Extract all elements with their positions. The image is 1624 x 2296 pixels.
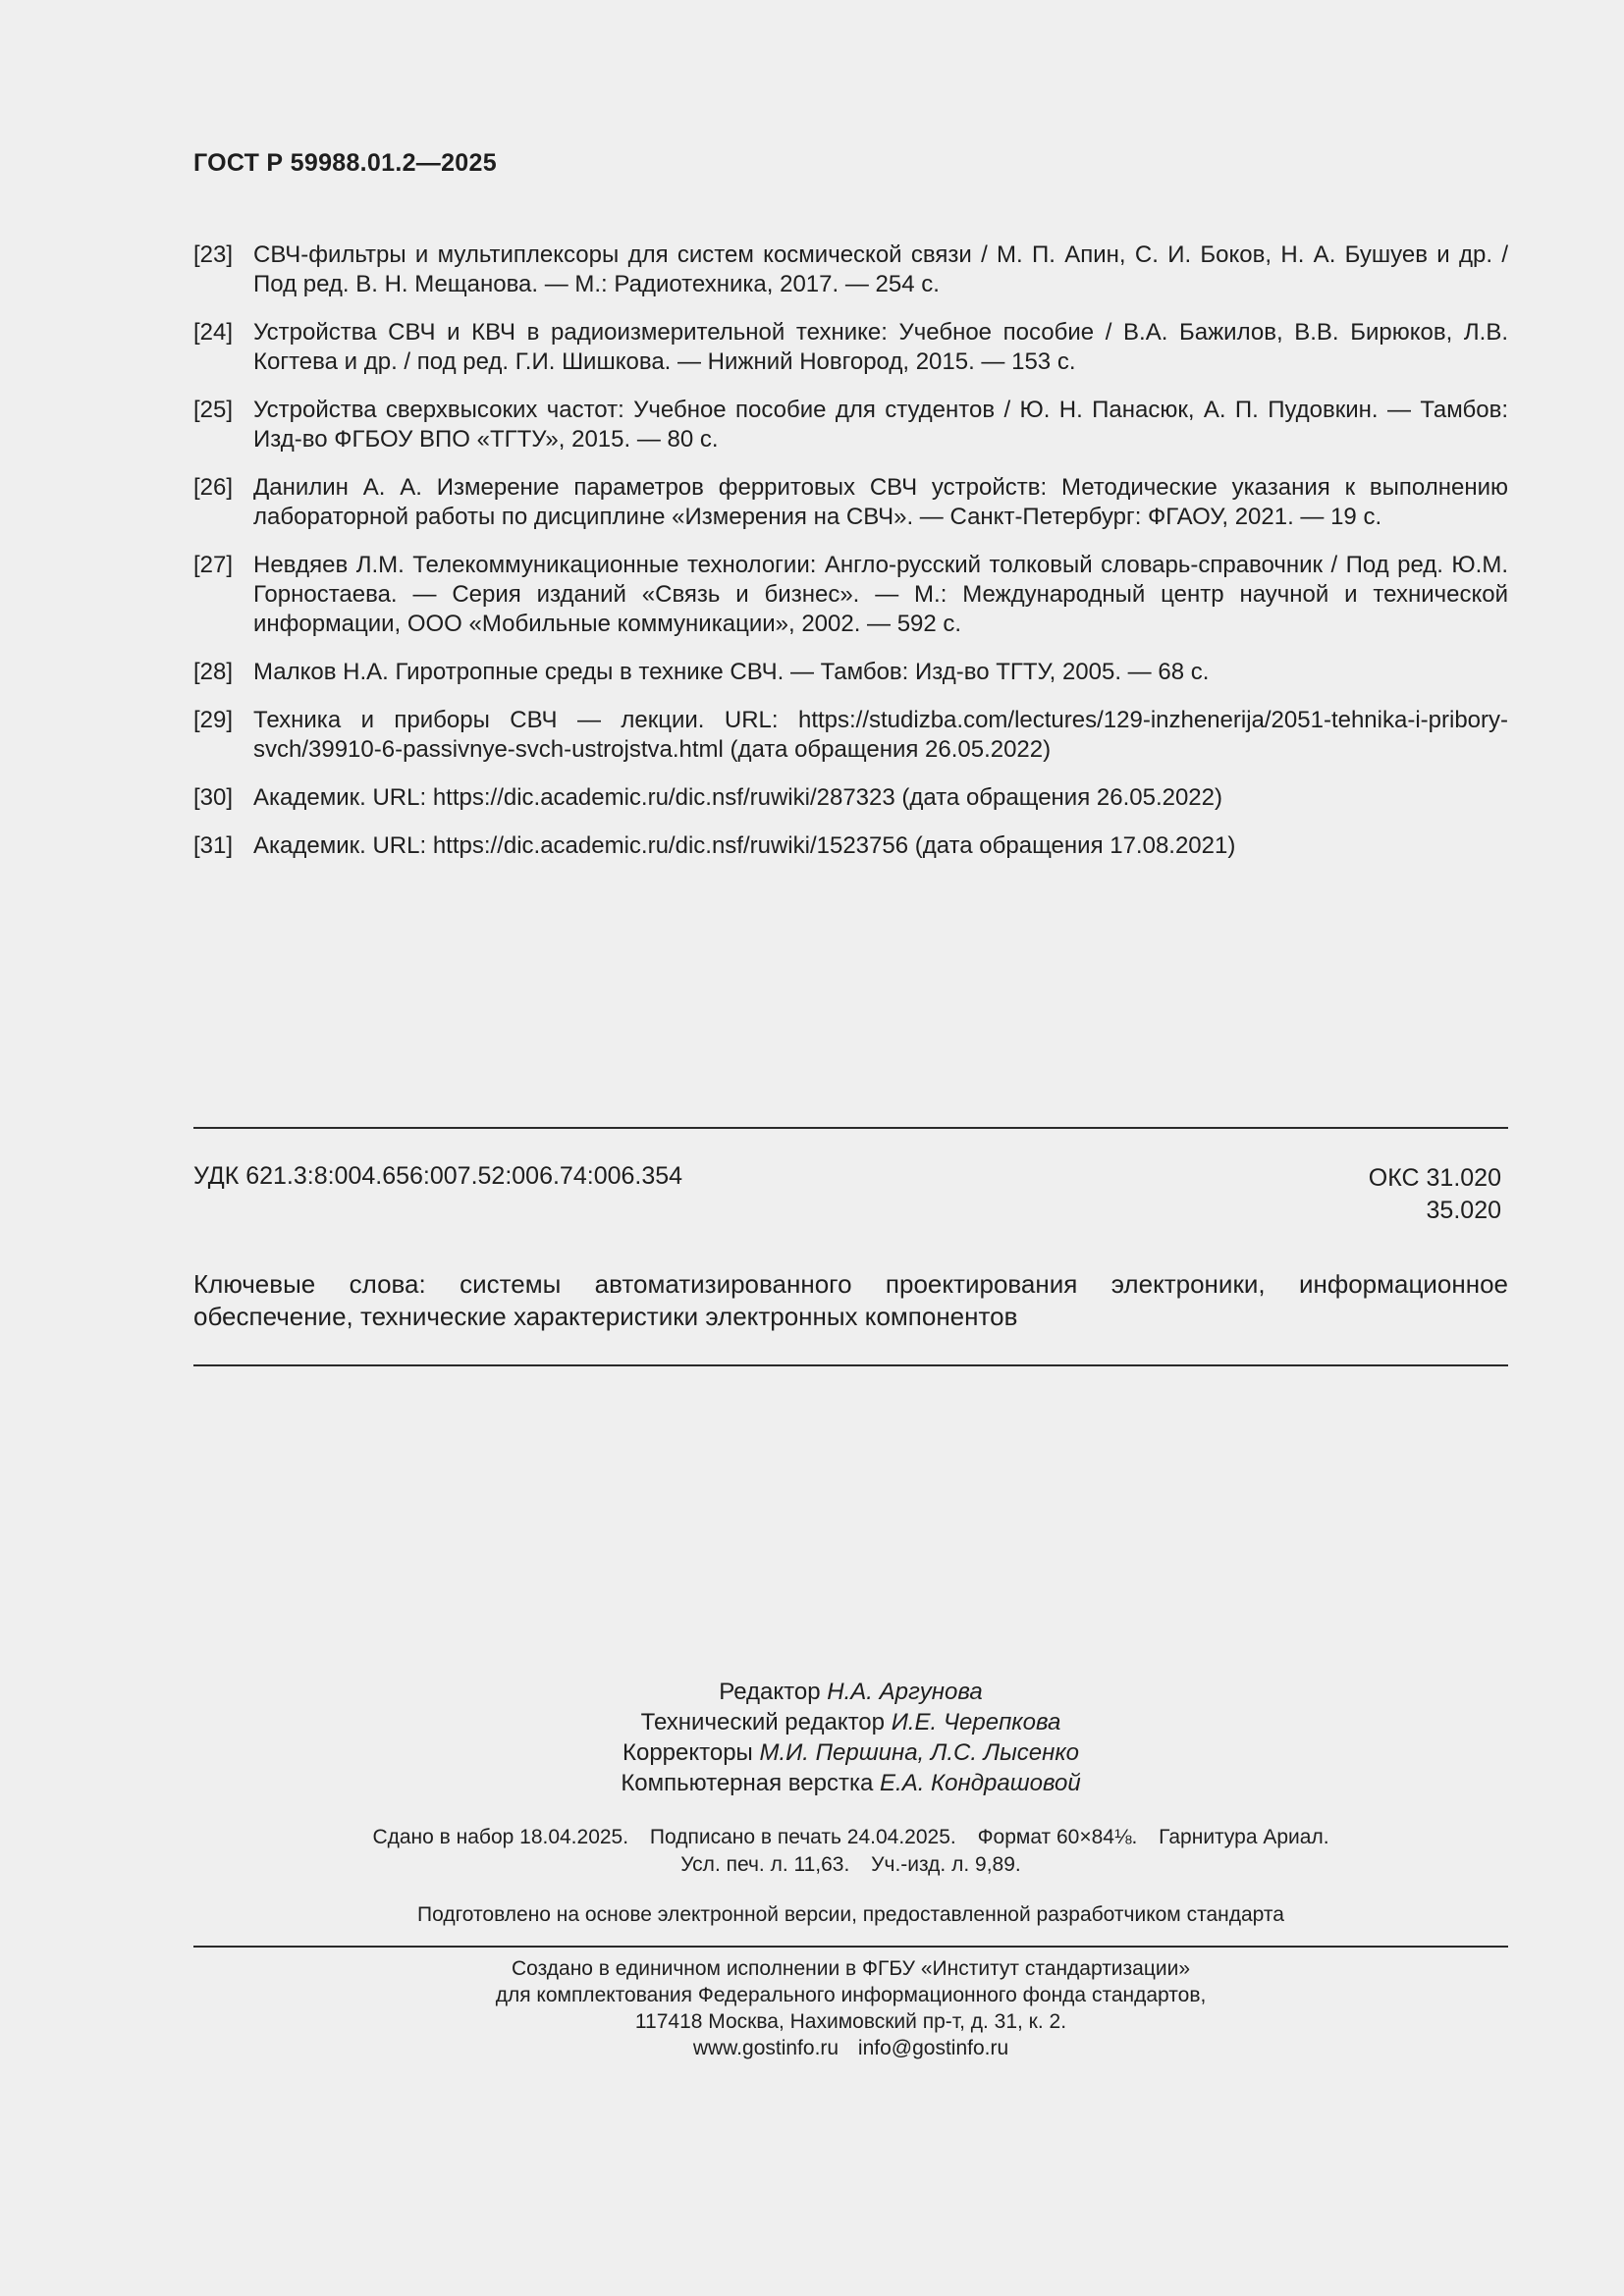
publisher-block (193, 1955, 1508, 2061)
entry-number: [26] (193, 474, 234, 501)
bibliography-entry (193, 396, 1508, 454)
publisher-line: для комплектования Федерального информационного фонда стандартов, (495, 1984, 1207, 2006)
credit-role: Редактор (719, 1679, 821, 1705)
credit-name: М.И. Першина, Л.С. Лысенко (759, 1739, 1080, 1766)
entry-number: [28] (193, 659, 234, 685)
entry-text: Академик. URL: https://dic.academic.ru/dic.nsf/ruwiki/287323 (дата обращения 26.05.2022) (253, 784, 1222, 811)
keywords-text: Ключевые слова: системы автоматизированного проектирования электроники, информационное обеспечение, технические характеристики электронных компонентов (193, 1269, 1508, 1331)
publisher-address: 117418 Москва, Нахимовский пр-т, д. 31, к. 2. (634, 2010, 1067, 2033)
credit-layout (193, 1768, 1508, 1798)
credit-proofreaders (193, 1737, 1508, 1768)
entry-number: [27] (193, 552, 234, 578)
credit-name: И.Е. Черепкова (891, 1709, 1061, 1735)
bibliography-entry (193, 706, 1508, 765)
publ-sheets: Уч.-изд. л. 9,89. (871, 1853, 1021, 1876)
bibliography-entry (193, 551, 1508, 639)
entry-number: [31] (193, 832, 234, 859)
entry-number: [23] (193, 241, 234, 268)
credit-name: Н.А. Аргунова (827, 1679, 983, 1705)
email-link[interactable]: info@gostinfo.ru (857, 2037, 1009, 2059)
credits-block (193, 1677, 1508, 1798)
entry-number: [30] (193, 784, 234, 811)
entry-text: Малков Н.А. Гиротропные среды в технике СВЧ. — Тамбов: Изд-во ТГТУ, 2005. — 68 с. (253, 659, 1210, 685)
bibliography-entry (193, 658, 1508, 687)
typeface: Гарнитура Ариал. (1159, 1826, 1329, 1848)
credit-role: Компьютерная верстка (621, 1770, 874, 1796)
signed-date: Подписано в печать 24.04.2025. (649, 1826, 956, 1848)
oks-codes (1369, 1162, 1501, 1227)
credit-tech-editor (193, 1707, 1508, 1737)
divider-publisher (193, 1946, 1508, 1948)
entry-text: Техника и приборы СВЧ — лекции. URL: https://studizba.com/lectures/129-inzhenerija/2051-tehnika-i-pribory-svch/39910-6-passivnye-svch-ustrojstva.html (дата обращения 26.05.2022) (253, 707, 1508, 763)
bibliography-entry (193, 318, 1508, 377)
paper-format: Формат 60×84⅛. (977, 1826, 1138, 1848)
prepared-note: Подготовлено на основе электронной версии, предоставленной разработчиком стандарта (417, 1903, 1284, 1926)
bibliography-entry (193, 240, 1508, 299)
print-info (193, 1824, 1508, 1879)
bibliography-entry (193, 473, 1508, 532)
divider-keywords (193, 1364, 1508, 1366)
oks-code-secondary: 35.020 (1426, 1197, 1501, 1224)
print-info-line2 (193, 1851, 1508, 1879)
entry-text: Устройства СВЧ и КВЧ в радиоизмерительной технике: Учебное пособие / В.А. Бажилов, В.В. Бирюков, Л.В. Когтева и др. / под ред. Г.И. Шишкова. — Нижний Новгород, 2015. — 153 с. (253, 319, 1508, 375)
credit-role: Технический редактор (640, 1709, 886, 1735)
print-sheets: Усл. печ. л. 11,63. (680, 1853, 850, 1876)
print-info-line1 (193, 1824, 1508, 1851)
publisher-line: Создано в единичном исполнении в ФГБУ «Институт стандартизации» (511, 1957, 1191, 1980)
submitted-date: Сдано в набор 18.04.2025. (372, 1826, 629, 1848)
entry-text: Данилин А. А. Измерение параметров ферритовых СВЧ устройств: Методические указания к выполнению лабораторной работы по дисциплине «Измерения на СВЧ». — Санкт-Петербург: ФГАОУ, 2021. — 19 с. (253, 474, 1508, 530)
bibliography-list (193, 240, 1508, 880)
entry-text: Невдяев Л.М. Телекоммуникационные технологии: Англо-русский толковый словарь-справочник / Под ред. Ю.М. Горностаева. — Серия изданий «Связь и бизнес». — М.: Международный центр научной и технической информации, ООО «Мобильные коммуникации», 2002. — 592 с. (253, 552, 1508, 637)
entry-text: СВЧ-фильтры и мультиплексоры для систем космической связи / М. П. Апин, С. И. Боков, Н. А. Бушуев и др. / Под ред. В. Н. Мещанова. — М.: Радиотехника, 2017. — 254 с. (253, 241, 1508, 297)
bibliography-entry (193, 783, 1508, 813)
website-link[interactable]: www.gostinfo.ru (692, 2037, 839, 2059)
credit-editor (193, 1677, 1508, 1707)
divider-top (193, 1127, 1508, 1129)
entry-number: [29] (193, 707, 234, 733)
entry-number: [25] (193, 397, 234, 423)
standard-number-header: ГОСТ Р 59988.01.2—2025 (193, 149, 497, 177)
publisher-contacts (193, 2035, 1508, 2061)
entry-text: Устройства сверхвысоких частот: Учебное пособие для студентов / Ю. Н. Панасюк, А. П. Пудовкин. — Тамбов: Изд-во ФГБОУ ВПО «ТГТУ», 2015. — 80 с. (253, 397, 1508, 453)
entry-text: Академик. URL: https://dic.academic.ru/dic.nsf/ruwiki/1523756 (дата обращения 17.08.2021) (253, 832, 1236, 859)
entry-number: [24] (193, 319, 234, 346)
oks-code-primary: ОКС 31.020 (1368, 1164, 1501, 1192)
credit-name: Е.А. Кондрашовой (880, 1770, 1081, 1796)
bibliography-entry (193, 831, 1508, 861)
credit-role: Корректоры (622, 1739, 753, 1766)
udk-code: УДК 621.3:8:004.656:007.52:006.74:006.354 (193, 1162, 683, 1190)
